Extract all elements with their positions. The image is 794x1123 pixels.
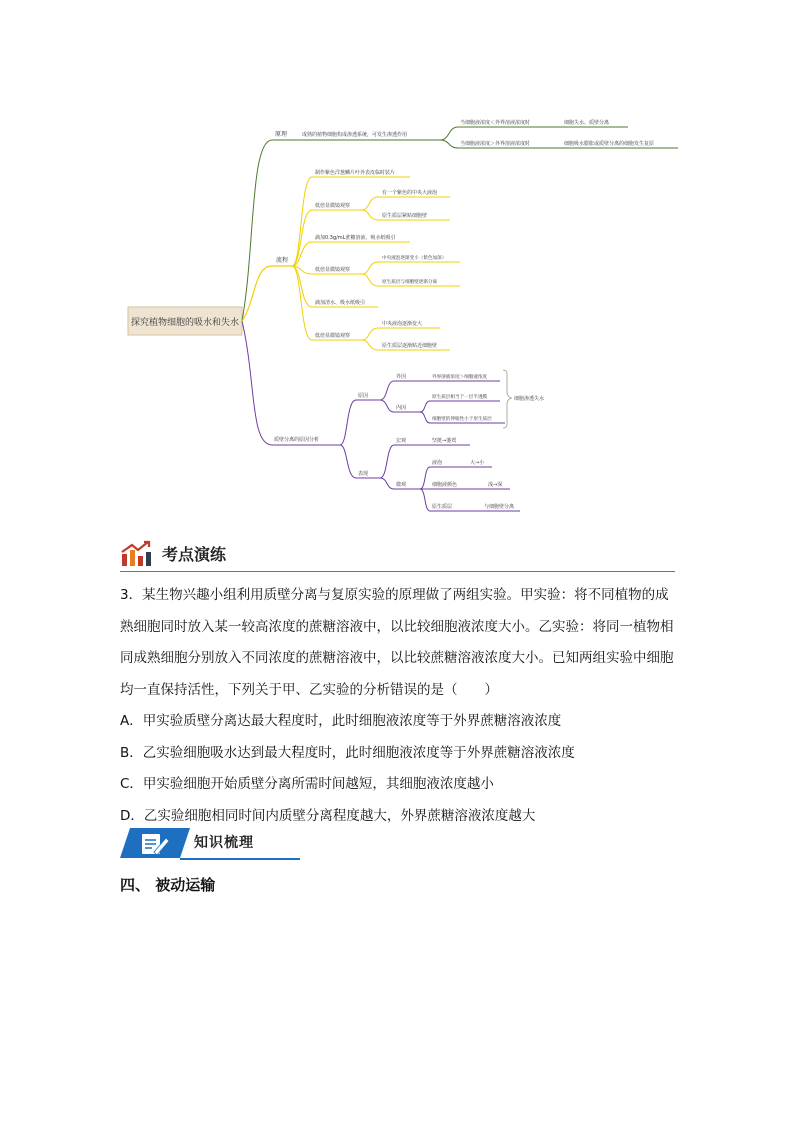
process-label: 流程 xyxy=(276,257,289,264)
cause-summary: 细胞渗透失水 xyxy=(514,396,545,402)
bar-chart-icon xyxy=(120,540,152,568)
principle-case1-cond: 当细胞液浓度＜外界溶液浓度时 xyxy=(460,120,531,126)
process-step4-obs1: 中央液泡逐渐变小（紫色加深） xyxy=(382,256,447,261)
macro-item: 坚挺→萎蔫 xyxy=(432,438,457,444)
question-block xyxy=(120,580,680,832)
analysis-label: 质壁分离的原因分析 xyxy=(274,437,320,443)
divider xyxy=(120,571,675,572)
internal-cause-label: 内因 xyxy=(396,405,407,411)
external-cause-item: 外界溶液浓度＞细胞液浓度 xyxy=(432,375,488,380)
process-step4: 低倍显微镜观察 xyxy=(315,267,351,273)
practice-title: 考点演练 xyxy=(162,545,227,564)
process-step4-obs2: 原生质层与细胞壁逐渐分离 xyxy=(382,280,438,285)
process-step1: 制作紫色洋葱鳞片叶外表皮临时装片 xyxy=(315,170,396,176)
branch-principle-line xyxy=(242,140,292,321)
question-stem: 3．某生物兴趣小组利用质壁分离与复原实验的原理做了两组实验。甲实验：将不同植物的成熟细胞同时放入某一较高浓度的蔗糖溶液中，以比较细胞液浓度大小。乙实验：将同一植物相同成熟细胞分别放入不同浓度的蔗糖溶液中，以比较蔗糖溶液浓度大小。已知两组实验中细胞均一直保持活性，下列关于甲、乙实验的分析错误的是（ ） xyxy=(120,587,674,698)
micro-row1-name: 液泡 xyxy=(432,460,443,466)
cause-label: 原因 xyxy=(358,393,369,399)
mind-map xyxy=(0,0,794,520)
process-step2: 低倍显微镜观察 xyxy=(315,203,351,209)
branch-process-line xyxy=(242,266,292,321)
micro-row3-change: 与细胞壁分离 xyxy=(484,504,515,510)
principle-case2-result: 细胞吸水膨胀或质壁分离的细胞发生复原 xyxy=(564,141,655,147)
macro-label: 宏观 xyxy=(396,438,407,444)
knowledge-banner xyxy=(120,828,300,862)
internal-cause-item1: 原生质层相当于一层半透膜 xyxy=(432,395,488,400)
appearance-label: 表现 xyxy=(358,471,369,477)
section-heading: 四、 被动运输 xyxy=(120,876,216,894)
option-d[interactable]: D．乙实验细胞相同时间内质壁分离程度越大，外界蔗糖溶液浓度越大 xyxy=(120,807,536,824)
principle-case2-cond: 当细胞液浓度＞外界溶液浓度时 xyxy=(460,141,531,147)
micro-row3-name: 原生质层 xyxy=(432,504,453,510)
micro-row1-change: 大→小 xyxy=(470,460,485,466)
root-label: 探究植物细胞的吸水和失水 xyxy=(130,318,240,328)
knowledge-title: 知识梳理 xyxy=(194,835,254,851)
option-b[interactable]: B．乙实验细胞吸水达到最大程度时，此时细胞液浓度等于外界蔗糖溶液浓度 xyxy=(120,744,575,761)
micro-row2-change: 浅→深 xyxy=(488,482,503,488)
process-step3: 滴加0.3g/mL蔗糖溶液、吸水纸吸引 xyxy=(315,235,396,241)
principle-desc: 成熟的植物细胞构成渗透系统，可发生渗透作用 xyxy=(302,132,408,138)
option-a[interactable]: A．甲实验质壁分离达最大程度时，此时细胞液浓度等于外界蔗糖溶液浓度 xyxy=(120,713,562,729)
principle-case1-result: 细胞失水、质壁分离 xyxy=(564,120,610,126)
micro-label: 微观 xyxy=(396,482,407,488)
cause-bracket xyxy=(503,370,512,428)
micro-row2-name: 细胞液颜色 xyxy=(432,482,458,488)
practice-section-header xyxy=(120,538,675,572)
process-step6-obs1: 中央液泡逐渐变大 xyxy=(382,321,423,327)
process-step2-obs1: 有一个紫色的中央大液泡 xyxy=(382,190,438,196)
option-c[interactable]: C．甲实验细胞开始质壁分离所需时间越短，其细胞液浓度越小 xyxy=(120,776,494,792)
process-step2-obs2: 原生质层紧贴细胞壁 xyxy=(382,213,428,219)
process-step6: 低倍显微镜观察 xyxy=(315,333,351,339)
principle-label: 原理 xyxy=(275,131,288,138)
external-cause-label: 外因 xyxy=(396,374,407,380)
process-step6-obs2: 原生质层逐渐贴近细胞壁 xyxy=(382,343,438,349)
internal-cause-item2: 细胞壁的伸缩性小于原生质层 xyxy=(432,417,492,422)
process-step5: 滴加清水、吸水纸吸引 xyxy=(315,300,366,306)
